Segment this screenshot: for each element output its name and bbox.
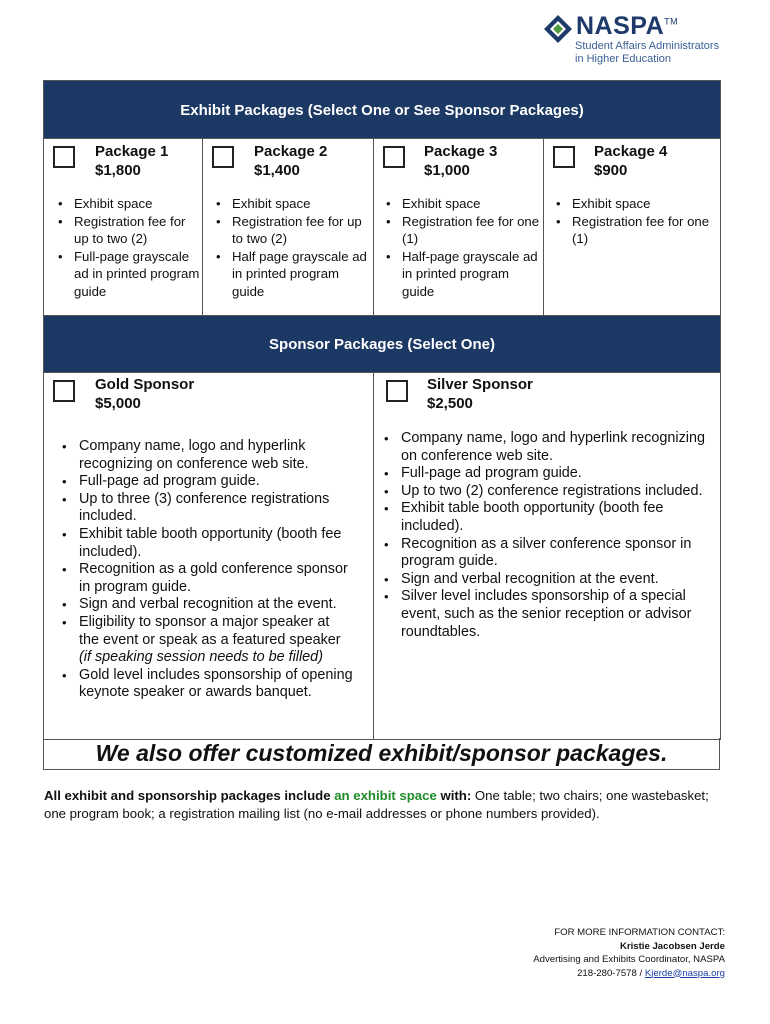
- exhibit-packages-header: Exhibit Packages (Select One or See Sponsor Packages): [44, 81, 721, 139]
- list-item: • Exhibit space: [384, 195, 542, 213]
- list-item: • Half page grayscale ad in printed program guide: [214, 248, 372, 301]
- contact-name: Kristie Jacobsen Jerde: [619, 940, 725, 952]
- package-3-title: Package 3 $1,000: [424, 143, 498, 179]
- package-4-checkbox[interactable]: [553, 146, 575, 168]
- package-1-features: [56, 195, 201, 301]
- list-item: • Gold level includes sponsorship of opening keynote speaker or awards banquet.: [55, 667, 360, 702]
- contact-email-link[interactable]: Kjerde@naspa.org: [644, 967, 725, 979]
- package-3-features: [384, 195, 542, 301]
- package-1-cell: [44, 139, 203, 316]
- silver-sponsor-cell: [374, 373, 721, 740]
- package-2-features: [214, 195, 372, 301]
- list-item: • Full-page ad program guide.: [377, 465, 712, 483]
- gold-sponsor-features: [55, 438, 360, 702]
- list-item: • Recognition as a silver conference sponsor in program guide.: [377, 536, 712, 571]
- list-item: • Eligibility to sponsor a major speaker at the event or speak as a featured speaker (if speaking session needs to be filled): [55, 614, 360, 667]
- contact-label: FOR MORE INFORMATION CONTACT:: [554, 927, 725, 938]
- list-item: • Half-page grayscale ad in printed program guide: [384, 248, 542, 301]
- package-4-title: Package 4 $900: [594, 143, 668, 179]
- package-1-title: Package 1 $1,800: [95, 143, 169, 179]
- list-item: • Full-page grayscale ad in printed program guide: [56, 248, 201, 301]
- package-3-cell: [374, 139, 544, 316]
- contact-info: [533, 926, 725, 980]
- list-item: • Exhibit space: [56, 195, 201, 213]
- package-1-checkbox[interactable]: [53, 146, 75, 168]
- list-item: • Company name, logo and hyperlink recognizing on conference web site.: [55, 438, 360, 473]
- list-item: • Registration fee for one (1): [384, 213, 542, 248]
- package-2-title: Package 2 $1,400: [254, 143, 328, 179]
- package-4-features: [554, 195, 714, 248]
- naspa-logo: [543, 12, 733, 68]
- list-item: • Sign and verbal recognition at the event.: [377, 571, 712, 589]
- package-4-cell: [544, 139, 721, 316]
- list-item: • Sign and verbal recognition at the event.: [55, 596, 360, 614]
- logo-subtitle: Student Affairs Administrators in Higher Education: [575, 40, 720, 65]
- naspa-diamond-icon: [543, 14, 573, 44]
- list-item: • Registration fee for up to two (2): [56, 213, 201, 248]
- silver-sponsor-checkbox[interactable]: [386, 380, 408, 402]
- list-item: • Up to three (3) conference registrations included.: [55, 491, 360, 526]
- packages-table: [43, 80, 721, 740]
- contact-title: Advertising and Exhibits Coordinator, NASPA: [533, 954, 725, 965]
- silver-sponsor-title: Silver Sponsor $2,500: [427, 376, 533, 412]
- package-2-checkbox[interactable]: [212, 146, 234, 168]
- list-item: • Silver level includes sponsorship of a special event, such as the senior reception or advisor roundtables.: [377, 588, 712, 641]
- sponsor-packages-header: Sponsor Packages (Select One): [44, 316, 721, 373]
- list-item: • Exhibit space: [554, 195, 714, 213]
- list-item: • Registration fee for one (1): [554, 213, 714, 248]
- list-item: • Company name, logo and hyperlink recognizing on conference web site.: [377, 430, 712, 465]
- list-item: • Up to two (2) conference registrations included.: [377, 483, 712, 501]
- contact-phone-email: 218-280-7578 / Kjerde@naspa.org: [577, 967, 725, 979]
- list-item: • Exhibit table booth opportunity (booth fee included).: [55, 526, 360, 561]
- list-item: • Recognition as a gold conference sponsor in program guide.: [55, 561, 360, 596]
- package-2-cell: [203, 139, 374, 316]
- list-item: • Registration fee for up to two (2): [214, 213, 372, 248]
- package-3-checkbox[interactable]: [383, 146, 405, 168]
- custom-packages-banner: We also offer customized exhibit/sponsor packages.: [43, 738, 720, 770]
- list-item: • Exhibit table booth opportunity (booth fee included).: [377, 500, 712, 535]
- gold-sponsor-title: Gold Sponsor $5,000: [95, 376, 195, 412]
- gold-sponsor-checkbox[interactable]: [53, 380, 75, 402]
- package-inclusions-note: All exhibit and sponsorship packages include an exhibit space with: One table; two chairs; one wastebasket; one program book; a registration mailing list (no e-mail addresses or phone numbers provided).: [44, 788, 709, 821]
- list-item: • Exhibit space: [214, 195, 372, 213]
- logo-brand: NASPA™: [576, 12, 679, 40]
- list-item: • Full-page ad program guide.: [55, 473, 360, 491]
- gold-sponsor-cell: [44, 373, 374, 740]
- silver-sponsor-features: [377, 430, 712, 641]
